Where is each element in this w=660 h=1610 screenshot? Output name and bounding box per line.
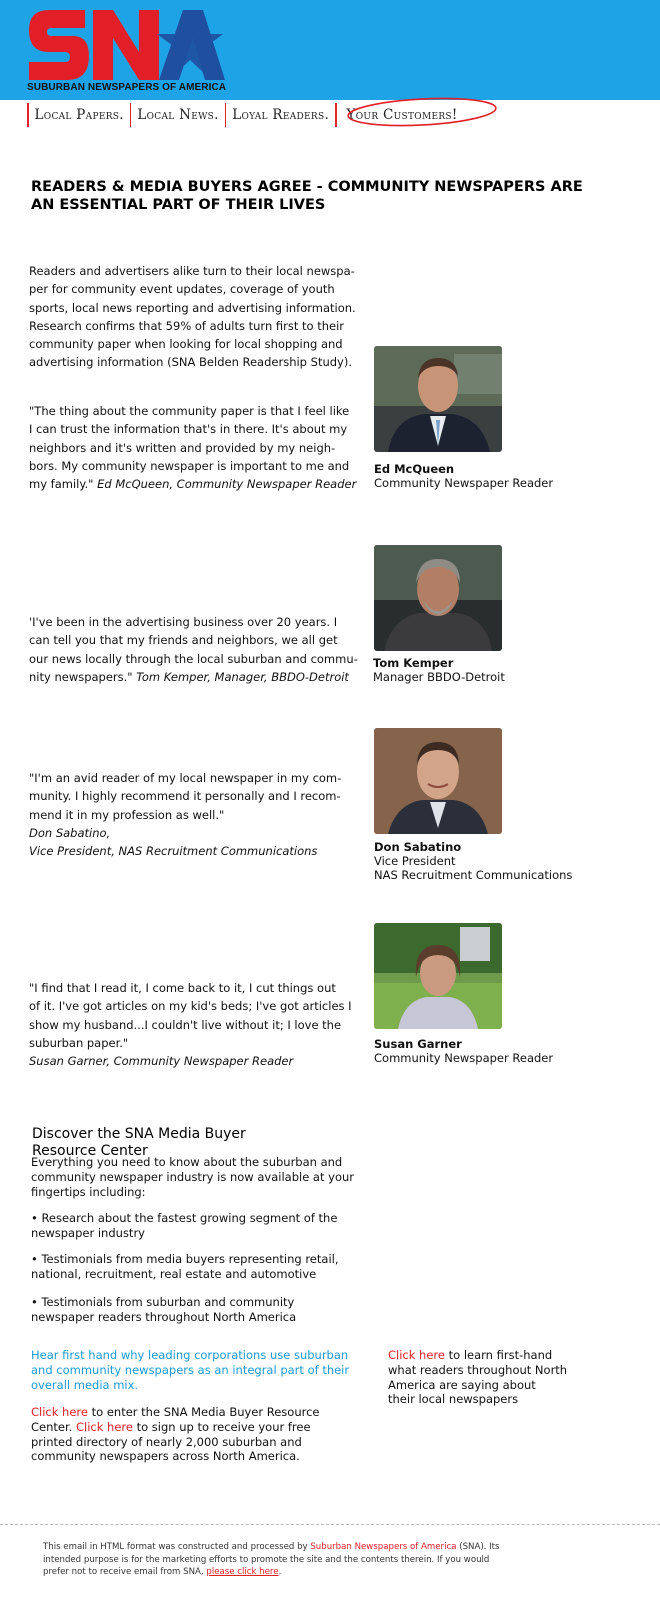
don-sabatino-caption: Don Sabatino Vice President NAS Recruitment Communications (374, 840, 573, 882)
tagline-loyal-readers: Loyal Readers. (232, 107, 330, 123)
ed-mcqueen-photo (374, 346, 502, 452)
bullet-item: • Testimonials from media buyers representing retail, national, recruitment, real estate and automotive (31, 1252, 339, 1281)
resource-center-intro: Everything you need to know about the suburban and community newspaper industry is now available at your fingertips including: (31, 1155, 354, 1199)
bullet-item: • Research about the fastest growing segment of the newspaper industry (31, 1211, 338, 1240)
click-here-link[interactable]: Click here (388, 1348, 445, 1362)
footer-disclaimer: This email in HTML format was constructed and processed by Suburban Newspapers of America (SNA). Its intended purpose is for the marketing efforts to promote the site and the contents therein. If you would prefer not to receive email from SNA, please click here. (43, 1542, 500, 1577)
testimonial-quote: "I find that I read it, I come back to it, I cut things out of it. I've got articles on my kid's beds; I've got articles I show my husband...I couldn't live without it; I love the suburban paper." Susan Garner, Community Newspaper Reader (29, 981, 352, 1069)
sna-link[interactable]: Suburban Newspapers of America (310, 1542, 457, 1552)
resource-center-heading: Discover the SNA Media Buyer Resource Center (32, 1126, 246, 1159)
click-here-link[interactable]: Click here (75, 1419, 133, 1434)
intro-paragraph: Readers and advertisers alike turn to their local newspa- per for community event updates, coverage of youth sports, local news reporting and advertising information. Research confirms that 59% of adults turn first to their community paper when looking for local shopping and advertising information (SNA Belden Readership Study). (29, 264, 356, 370)
bullet-item: • Testimonials from suburban and community newspaper readers throughout North America (31, 1295, 297, 1324)
highlight-ring-icon (344, 96, 500, 128)
tom-kemper-caption: Tom Kemper Manager BBDO-Detroit (373, 656, 505, 684)
unsubscribe-link[interactable]: please click here (206, 1567, 279, 1577)
tagline-local-papers: Local Papers. (34, 107, 124, 123)
susan-garner-caption: Susan Garner Community Newspaper Reader (374, 1037, 554, 1065)
click-here-link[interactable]: Click here (31, 1405, 88, 1419)
org-name: SUBURBAN NEWSPAPERS OF AMERICA (27, 82, 227, 93)
testimonial-quote: "I'm an avid reader of my local newspaper in my com- munity. I highly recommend it personally and I recom- mend it in my profession as well." Don Sabatino, Vice President, NAS Recruitment Communications (29, 771, 342, 859)
tagline-local-news: Local News. (137, 107, 219, 123)
tom-kemper-photo (374, 545, 502, 651)
ed-mcqueen-caption: Ed McQueen Community Newspaper Reader (374, 462, 554, 490)
page-headline: READERS & MEDIA BUYERS AGREE - COMMUNITY NEWSPAPERS ARE AN ESSENTIAL PART OF THEIR LIVES (31, 179, 583, 213)
media-mix-link[interactable]: Hear first hand why leading corporations use suburban and community newspapers as an integral part of their overall media mix. (31, 1348, 350, 1392)
footer-divider (0, 1524, 660, 1525)
media-buyer-cta: Click here to enter the SNA Media Buyer Resource Center. Click here to sign up to receive your free printed directory of nearly 2,000 suburban and community newspapers across North America. (31, 1405, 320, 1464)
tagline-your-customers: Your Customers! (346, 107, 458, 123)
testimonial-quote: "The thing about the community paper is that I feel like I can trust the information that's in there. It's about my neighbors and it's written and provided by my neigh- bors. My community newspaper is important to me and my family." Ed McQueen, Community Newspaper Reader (29, 404, 357, 492)
don-sabatino-photo (374, 728, 502, 834)
readers-cta: Click here to learn first-hand what readers throughout North America are saying about their local newspapers (388, 1348, 568, 1407)
testimonial-quote: 'I've been in the advertising business over 20 years. I can tell you that my friends and neighbors, we all get our news locally through the local suburban and commu- nity newspapers." Tom Kemper, Manager, BBDO-Detroit (29, 615, 358, 684)
susan-garner-photo (374, 923, 502, 1029)
